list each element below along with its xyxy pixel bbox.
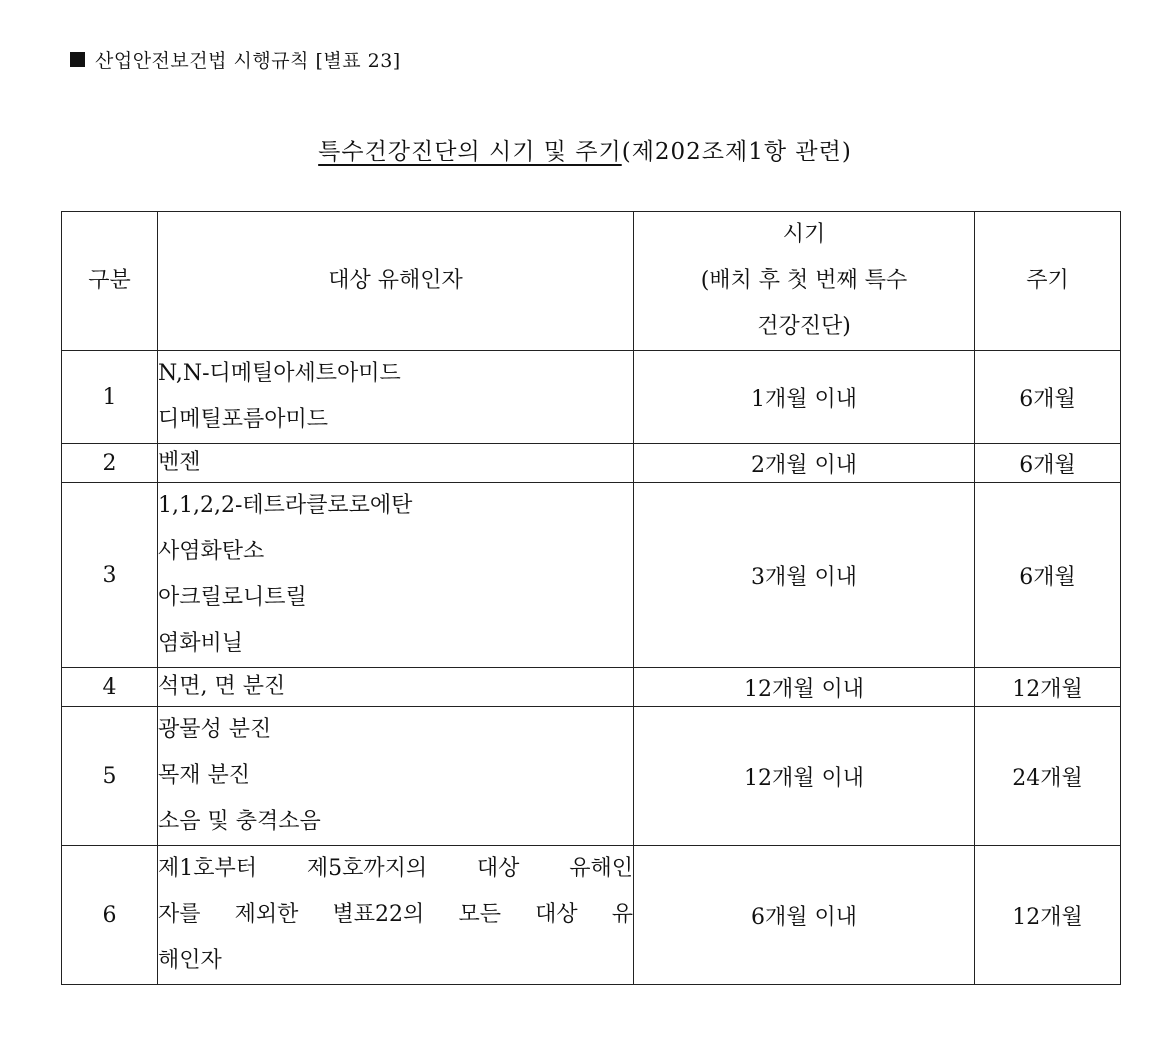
page-title [0, 133, 1170, 166]
row-agents [158, 668, 634, 707]
row-cycle: 6개월 [975, 351, 1121, 444]
title-reference: (제202조제1항 관련) [621, 139, 852, 165]
row-agents [158, 707, 634, 846]
header-cycle: 주기 [975, 212, 1121, 351]
table-row [62, 846, 1121, 985]
title-main: 특수건강진단의 시기 및 주기 [318, 139, 622, 165]
agent-line: 석면, 면 분진 [158, 674, 286, 699]
agent-line: 벤젠 [158, 450, 201, 475]
header-category: 구분 [62, 212, 158, 351]
row-number: 5 [62, 707, 158, 846]
header-timing [634, 212, 975, 351]
row-timing: 2개월 이내 [634, 444, 975, 483]
row-number: 2 [62, 444, 158, 483]
agent-line: 자를 제외한 별표22의 모든 대상 유 [158, 902, 633, 927]
agent-line: 해인자 [158, 948, 222, 973]
row-timing: 1개월 이내 [634, 351, 975, 444]
row-cycle: 12개월 [975, 846, 1121, 985]
table-row [62, 444, 1121, 483]
header-timing-line: (배치 후 첫 번째 특수 [700, 268, 908, 293]
table-row [62, 483, 1121, 668]
table-row [62, 351, 1121, 444]
table-row [62, 668, 1121, 707]
row-number: 1 [62, 351, 158, 444]
row-timing: 6개월 이내 [634, 846, 975, 985]
row-number: 4 [62, 668, 158, 707]
row-timing: 12개월 이내 [634, 668, 975, 707]
agent-line: 목재 분진 [158, 763, 251, 788]
agent-line: 사염화탄소 [158, 539, 265, 564]
row-agents [158, 483, 634, 668]
agent-line: 아크릴로니트릴 [158, 585, 307, 610]
row-cycle: 24개월 [975, 707, 1121, 846]
agent-line: 소음 및 충격소음 [158, 809, 321, 834]
row-timing: 12개월 이내 [634, 707, 975, 846]
agent-line: 1,1,2,2-테트라클로로에탄 [158, 493, 413, 518]
black-square-icon [70, 52, 85, 67]
row-cycle: 6개월 [975, 444, 1121, 483]
row-agents [158, 351, 634, 444]
agent-line: 염화비닐 [158, 631, 244, 656]
header-agent: 대상 유해인자 [158, 212, 634, 351]
agent-line: N,N-디메틸아세트아미드 [158, 361, 401, 386]
table-header-row [62, 212, 1121, 351]
row-timing: 3개월 이내 [634, 483, 975, 668]
header-timing-line: 건강진단) [757, 314, 851, 339]
agent-line: 제1호부터 제5호까지의 대상 유해인 [158, 856, 633, 881]
row-number: 6 [62, 846, 158, 985]
header-text: 산업안전보건법 시행규칙 [별표 23] [95, 50, 401, 72]
row-agents [158, 444, 634, 483]
row-cycle: 12개월 [975, 668, 1121, 707]
header-timing-line: 시기 [782, 222, 826, 247]
row-agents [158, 846, 634, 985]
agent-line: 디메틸포름아미드 [158, 407, 329, 432]
row-cycle: 6개월 [975, 483, 1121, 668]
agent-line: 광물성 분진 [158, 717, 272, 742]
document-header [70, 46, 401, 73]
table-row [62, 707, 1121, 846]
health-exam-table [61, 211, 1121, 985]
row-number: 3 [62, 483, 158, 668]
